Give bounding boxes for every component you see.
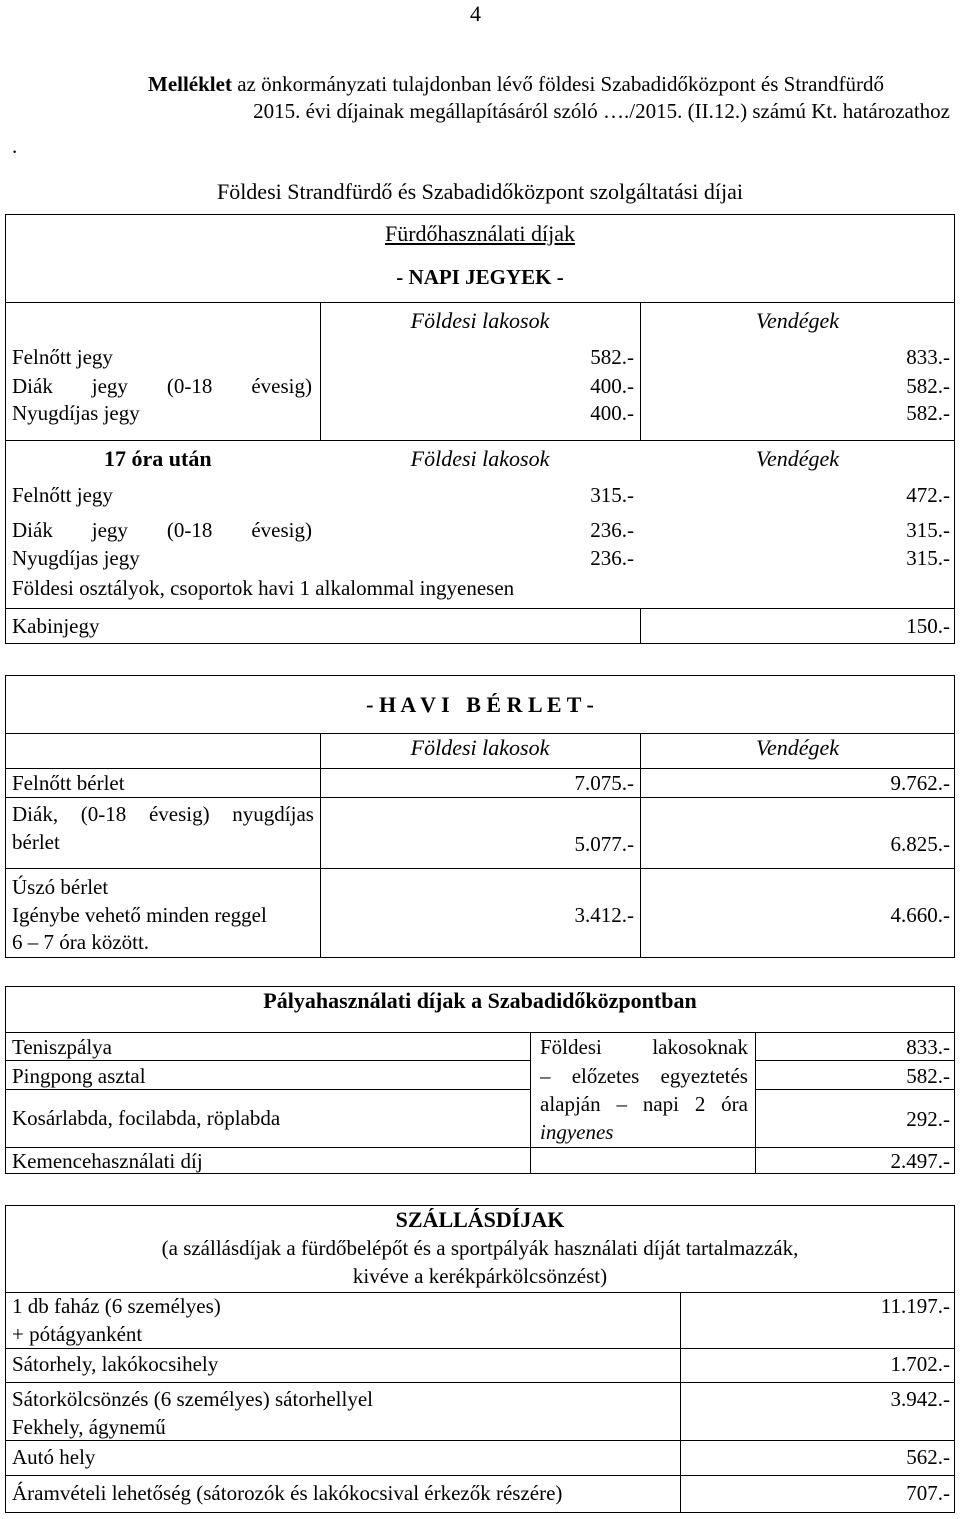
word: előzetes [571,1064,640,1088]
divider [320,733,321,958]
divider [5,1440,955,1441]
col-local: Földesi lakosok [410,446,550,471]
student-pass-local: 5.077.- [574,832,634,856]
divider [640,733,641,958]
row-local-price: 236.- [590,546,634,570]
court-row-label: Kemencehasználati díj [12,1149,203,1173]
court-row-price: 292.- [906,1107,950,1131]
col-guest: Vendégek [755,308,840,333]
divider [5,1060,530,1061]
page-number: 4 [470,1,481,26]
accommodation-row-label: Autó hely [12,1445,96,1469]
court-row-label: Teniszpálya [12,1035,112,1059]
word: Diák, [12,802,59,826]
word: évesig) [148,802,210,826]
cabin-label: Kabinjegy [12,614,100,638]
row-label: Felnőtt jegy [12,345,113,369]
divider [680,1292,681,1513]
word: (0-18 [80,802,127,826]
court-note-line1 [540,1035,748,1059]
divider [5,1475,955,1476]
after-17-label: 17 óra után [104,446,212,471]
word: napi [642,1092,679,1116]
accommodation-row-price: 707.- [906,1481,950,1505]
student-pass-label [12,802,314,826]
row-guest-price: 582.- [906,401,950,425]
word: – [616,1092,627,1116]
court-fees-box [5,986,955,1174]
court-row-price: 2.497.- [890,1149,950,1173]
main-title: Földesi Strandfürdő és Szabadidőközpont szolgáltatási díjai [216,179,744,204]
word: 2 [694,1092,706,1116]
word: óra [721,1092,748,1116]
accommodation-row-label: 1 db faház (6 személyes) [12,1294,221,1318]
row-guest-price: 315.- [906,518,950,542]
row-local-price: 236.- [590,518,634,542]
court-row-label: Kosárlabda, focilabda, röplabda [12,1106,281,1130]
accommodation-row-price: 562.- [906,1445,950,1469]
word: (0-18 [166,374,213,398]
swim-pass-note: Igénybe vehető minden reggel [12,903,267,927]
col-local: Földesi lakosok [410,735,550,760]
cabin-price: 150.- [906,614,950,638]
adult-pass-label: Felnőtt bérlet [12,771,125,795]
word: Földesi [540,1035,602,1059]
divider [5,868,955,869]
divider [5,1292,955,1293]
divider [5,797,955,798]
row-local-price: 315.- [590,483,634,507]
word: egyeztetés [660,1064,748,1088]
accommodation-row-label: Áramvételi lehetőség (sátorozók és lakókocsival érkezők részére) [12,1481,563,1505]
divider [755,1032,756,1174]
row-guest-price: 833.- [906,345,950,369]
accommodation-row-sublabel: + pótágyanként [12,1322,143,1346]
divider [530,1032,531,1174]
divider [5,1032,955,1033]
accommodation-note-line2: kivéve a kerékpárkölcsönzést) [352,1264,608,1288]
row-label: Felnőtt jegy [12,483,113,507]
word: alapján [540,1092,601,1116]
row-label: Nyugdíjas jegy [12,546,140,570]
row-local-price: 582.- [590,345,634,369]
court-fees-heading: Pályahasználati díjak a Szabadidőközpontban [263,988,697,1013]
row-guest-price: 472.- [906,483,950,507]
divider [755,1060,955,1061]
divider [5,733,955,734]
accommodation-heading: SZÁLLÁSDÍJAK [395,1207,565,1232]
adult-pass-guest: 9.762.- [890,771,950,795]
col-guest: Vendégek [755,446,840,471]
row-label [12,518,312,542]
dot-mark: . [12,134,18,158]
accommodation-row-price: 11.197.- [880,1294,950,1318]
divider [5,1348,955,1349]
row-label [12,374,312,398]
classes-note: Földesi osztályok, csoportok havi 1 alkalommal ingyenesen [12,576,515,600]
accommodation-row-label: Sátorkölcsönzés (6 személyes) sátorhellyel [12,1387,373,1411]
swim-pass-label: Úszó bérlet [12,875,109,899]
student-pass-guest: 6.825.- [890,832,950,856]
monthly-pass-heading: - H A V I B É R L E T - [366,692,594,717]
annex-heading-line2: 2015. évi díjainak megállapításáról szóló …./2015. (II.12.) számú Kt. határozathoz [253,99,950,123]
row-local-price: 400.- [590,401,634,425]
annex-heading-line1 [148,72,884,96]
daily-tickets-heading: - NAPI JEGYEK - [396,265,564,289]
divider [640,608,641,644]
annex-label: Melléklet [148,72,232,96]
word: (0-18 [166,518,213,542]
divider [5,608,955,609]
row-guest-price: 582.- [906,374,950,398]
court-note-line2 [540,1064,748,1088]
word: évesig) [251,374,312,398]
divider [5,302,955,303]
accommodation-row-label: Sátorhely, lakókocsihely [12,1352,219,1376]
court-note-line3 [540,1092,748,1116]
divider [5,1382,955,1383]
word: Diák [12,374,53,398]
row-label: Nyugdíjas jegy [12,401,140,425]
col-local: Földesi lakosok [410,308,550,333]
row-guest-price: 315.- [906,546,950,570]
accommodation-row-sublabel: Fekhely, ágynemű [12,1415,166,1439]
word: jegy [91,518,128,542]
accommodation-note-line1: (a szállásdíjak a fürdőbelépőt és a sportpályák használati díját tartalmazzák, [161,1236,799,1260]
divider [755,1089,955,1090]
divider [5,1089,530,1090]
word: nyugdíjas [232,802,314,826]
word: – [540,1064,551,1088]
word: évesig) [251,518,312,542]
court-row-label: Pingpong asztal [12,1064,146,1088]
divider [5,768,955,769]
word: jegy [91,374,128,398]
adult-pass-local: 7.075.- [574,771,634,795]
divider [5,440,955,441]
accommodation-row-price: 1.702.- [890,1352,950,1376]
divider [5,1147,955,1148]
swim-pass-local: 3.412.- [574,903,634,927]
swim-pass-time: 6 – 7 óra között. [12,930,150,954]
court-row-price: 833.- [906,1035,950,1059]
col-guest: Vendégek [755,735,840,760]
student-pass-label-line2: bérlet [12,830,60,854]
row-local-price: 400.- [590,374,634,398]
accommodation-row-price: 3.942.- [890,1387,950,1411]
word: Diák [12,518,53,542]
swim-pass-guest: 4.660.- [890,903,950,927]
court-row-price: 582.- [906,1064,950,1088]
annex-title-part1: az önkormányzati tulajdonban lévő földesi Szabadidőközpont és Strandfürdő [237,72,884,96]
bath-fees-subtitle: Fürdőhasználati díjak [384,221,575,246]
word: lakosoknak [652,1035,748,1059]
court-note-line4: ingyenes [540,1120,614,1144]
